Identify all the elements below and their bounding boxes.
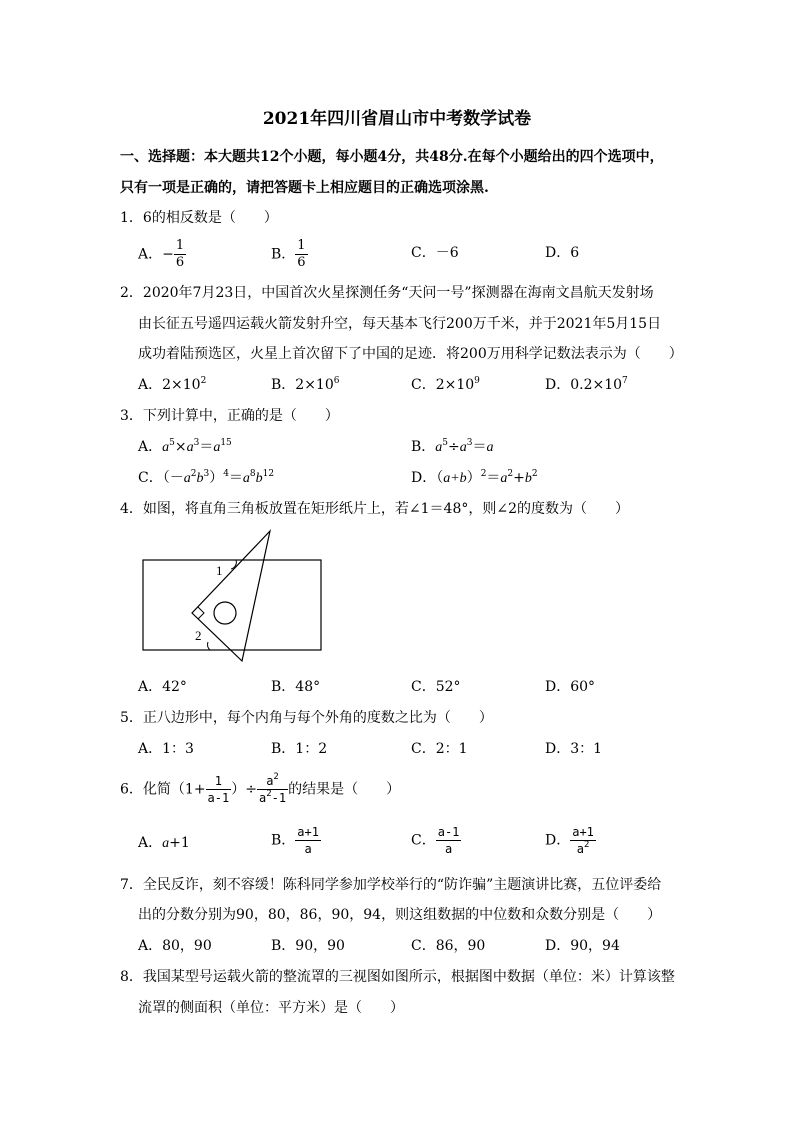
option-c-fraction (436, 824, 462, 857)
operator: + (513, 470, 525, 486)
fraction-numerator: 1 (206, 773, 232, 790)
question-6-option-d (545, 824, 596, 857)
fraction-denominator: 6 (297, 255, 306, 270)
exponent: 8 (249, 469, 256, 479)
question-3-option-c (138, 467, 274, 487)
exponent: 7 (622, 376, 628, 386)
question-2-line3: 成功着陆预选区，火星上首次留下了中国的足迹．将200万用科学记数法表示为（ ） (138, 346, 683, 362)
variable: a (162, 440, 170, 455)
question-7-line1: 7．全民反诈，刻不容缓！陈科同学参加学校举行的“防诈骗”主题演讲比赛，五位评委给 (120, 877, 662, 893)
variable: a (435, 440, 443, 455)
exponent: 2 (531, 469, 538, 479)
variable: a (486, 440, 494, 455)
question-1-stem: 1．6的相反数是（ ） (120, 210, 278, 226)
variable: a (258, 791, 267, 805)
fraction-denominator: 6 (175, 255, 185, 270)
question-3-option-d (411, 467, 538, 487)
fraction-denominator (570, 841, 596, 857)
question-7-line2: 出的分数分别为90，80，86，90，94，则这组数据的中位数和众数分别是（ ） (138, 907, 662, 923)
angle-2-label: 2 (195, 628, 202, 643)
option-label: B． (411, 439, 436, 455)
exponent: 6 (333, 376, 340, 386)
variable: a (186, 440, 194, 455)
fraction-denominator: a-1 (207, 791, 230, 805)
page-title: 2021年四川省眉山市中考数学试卷 (262, 109, 532, 129)
stem-operator: ）÷ (231, 781, 257, 798)
exponent: 15 (220, 438, 232, 448)
angle-1-label: 1 (216, 563, 223, 578)
exponent: 3 (203, 469, 210, 479)
option-text: C．2×10 (411, 377, 475, 393)
question-8-line1: 8．我国某型号运载火箭的整流罩的三视图如图所示，根据图中数据（单位：米）计算该整 (120, 969, 675, 985)
variable: a (242, 471, 250, 486)
expression: a+b (443, 471, 467, 486)
option-label: C．（－ (138, 470, 184, 486)
question-4-option-d: D．60° (545, 679, 596, 695)
fraction-numerator: a-1 (437, 825, 460, 839)
operator: × (174, 439, 187, 455)
question-7-option-a: A．80，90 (138, 938, 212, 954)
option-b-fraction (295, 238, 307, 271)
question-6-option-b (271, 824, 321, 857)
variable: a (213, 440, 221, 455)
right-triangle (192, 531, 270, 661)
option-label: D． (545, 832, 571, 849)
expression-tail: +1 (169, 835, 190, 851)
fraction-numerator: a+1 (572, 825, 594, 839)
fraction-1-over-a-minus-1 (206, 773, 232, 806)
question-7-option-c: C．86，90 (411, 938, 486, 954)
option-a-label: A．− (138, 246, 174, 263)
operator: ＝ (228, 470, 243, 486)
fraction-numerator (257, 773, 288, 790)
fraction-a-squared (257, 773, 288, 806)
variable: a (500, 471, 508, 486)
option-label: D．（ (411, 470, 444, 486)
option-text: A．2×10 (138, 377, 201, 393)
variable: a (162, 836, 170, 851)
question-3-option-a (138, 436, 232, 456)
question-1-option-a (138, 238, 186, 271)
question-6-option-c (411, 824, 461, 857)
fraction-numerator: 1 (175, 238, 185, 253)
denominator-tail: -1 (271, 791, 287, 805)
option-text: D．0.2×10 (545, 377, 623, 393)
question-5-option-c: C．2：1 (411, 741, 468, 757)
question-1-option-c: C．－6 (411, 245, 459, 261)
exponent: 2 (266, 789, 272, 799)
section-heading-line1: 一、选择题：本大题共12个小题，每小题4分，共48分.在每个小题给出的四个选项中， (120, 149, 664, 165)
question-2-option-b (271, 374, 339, 394)
question-6-option-a (138, 832, 190, 852)
question-1-option-b (271, 238, 308, 271)
operator: ÷ (448, 439, 460, 455)
option-text: B．2×10 (271, 377, 334, 393)
question-3-stem: 3．下列计算中，正确的是（ ） (120, 408, 339, 424)
variable: b (255, 471, 263, 486)
paren: ） (466, 470, 481, 486)
fraction-denominator (257, 790, 288, 806)
fraction-numerator: a+1 (297, 825, 319, 839)
section-heading-line2: 只有一项是正确的，请把答题卡上相应题目的正确选项涂黑. (120, 180, 489, 196)
fraction-denominator: a (444, 842, 453, 856)
question-2-option-a (138, 374, 206, 394)
question-5-option-d: D．3：1 (545, 741, 603, 757)
right-angle-mark (198, 607, 204, 619)
question-5-option-a: A．1：3 (138, 741, 194, 757)
angle-2-arc (207, 642, 210, 650)
question-5-option-b: B．1：2 (271, 741, 328, 757)
question-2-option-c (411, 374, 480, 394)
operator: ＝ (199, 439, 214, 455)
question-3-option-b (411, 436, 494, 456)
variable: a (266, 774, 274, 788)
operator: ＝ (486, 470, 501, 486)
option-b-label: B． (271, 246, 296, 263)
option-label: B． (271, 832, 296, 849)
question-7-option-b: B．90，90 (271, 938, 345, 954)
operator: ＝ (472, 439, 487, 455)
variable: a (576, 842, 584, 856)
fraction-numerator: 1 (297, 238, 306, 253)
variable: b (196, 471, 204, 486)
option-d-fraction (570, 824, 596, 857)
option-label: A． (138, 439, 163, 455)
question-4-option-b: B．48° (271, 679, 321, 695)
exponent: 4 (223, 469, 229, 479)
paren: ） (209, 470, 224, 486)
triangle-hole (214, 602, 236, 624)
stem-prefix: 6．化简（1+ (120, 781, 206, 798)
exponent: 2 (190, 469, 197, 479)
variable: a (183, 471, 191, 486)
exponent: 5 (442, 438, 449, 448)
option-a-fraction (174, 238, 186, 271)
question-8-line2: 流罩的侧面积（单位：平方米）是（ ） (138, 1000, 404, 1016)
question-6-stem (120, 773, 400, 806)
question-2-line1: 2．2020年7月23日，中国首次火星探测任务“天问一号”探测器在海南文昌航天发射场 (120, 285, 654, 301)
question-5-stem: 5．正八边形中，每个内角与每个外角的度数之比为（ ） (120, 710, 493, 726)
question-2-line2: 由长征五号遥四运载火箭发射升空，每天基本飞行200万千米，并于2021年5月15日 (138, 316, 662, 332)
exponent: 2 (200, 376, 207, 386)
option-label: C． (411, 832, 436, 849)
variable: a (459, 440, 467, 455)
variable: b (524, 471, 532, 486)
option-b-fraction (295, 824, 321, 857)
question-4-option-a: A．42° (138, 679, 187, 695)
exponent: 2 (507, 469, 514, 479)
exponent: 2 (583, 840, 590, 850)
exponent: 9 (474, 376, 480, 386)
exponent: 2 (480, 469, 487, 479)
exponent: 12 (262, 469, 275, 479)
exponent: 3 (193, 438, 200, 448)
exponent: 5 (169, 438, 175, 448)
question-7-option-d: D．90，94 (545, 938, 620, 954)
exponent: 2 (273, 772, 279, 782)
fraction-denominator: a (304, 842, 312, 856)
question-1-option-d: D．6 (545, 245, 580, 261)
question-2-option-d (545, 374, 628, 394)
option-label: A． (138, 835, 163, 851)
triangle-rectangle-figure (130, 525, 330, 665)
question-4-option-c: C．52° (411, 679, 461, 695)
stem-suffix: 的结果是（ ） (288, 781, 401, 798)
exponent: 3 (466, 438, 473, 448)
question-4-stem: 4．如图，将直角三角板放置在矩形纸片上，若∠1＝48°，则∠2的度数为（ ） (120, 501, 629, 517)
